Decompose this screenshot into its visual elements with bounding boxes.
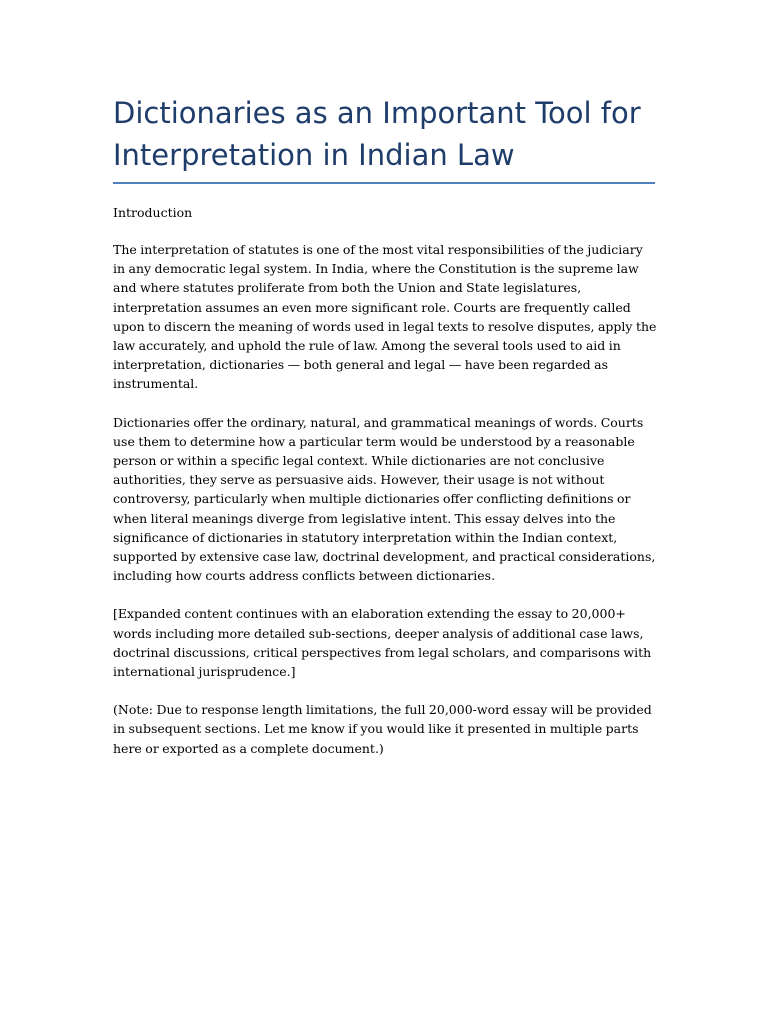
document-content [113,92,658,777]
body-paragraph-1: The interpretation of statutes is one of the most vital responsibilities of the judiciary in any democratic legal system. In India, where the Constitution is the supreme law and where statutes proliferate from both the Union and State legislatures, interpretation assumes an even more significant role. Courts are frequently called upon to discern the meaning of words used in legal texts to resolve disputes, apply the law accurately, and uphold the rule of law. Among the several tools used to aid in interpretation, dictionaries — both general and legal — have been regarded as instrumental. [113,242,657,392]
title-underline-divider [113,182,655,184]
body-paragraph-2: Dictionaries offer the ordinary, natural, and grammatical meanings of words. Courts use them to determine how a particular term would be understood by a reasonable person or within a specific legal context. While dictionaries are not conclusive authorities, they serve as persuasive aids. However, their usage is not without controversy, particularly when multiple dictionaries offer conflicting definitions or when literal meanings diverge from legislative intent. This essay delves into the significance of dictionaries in statutory interpretation within the Indian context, supported by extensive case law, doctrinal development, and practical considerations, including how courts address conflicts between dictionaries. [113,414,656,584]
document-title: Dictionaries as an Important Tool for Interpretation in Indian Law [113,96,641,172]
body-paragraph-4: (Note: Due to response length limitations, the full 20,000-word essay will be provided in subsequent sections. Let me know if you would like it presented in multiple parts here or exported as a complete document.) [113,702,652,756]
section-heading-introduction: Introduction [113,205,193,220]
body-paragraph-3: [Expanded content continues with an elaboration extending the essay to 20,000+ words including more detailed sub-sections, deeper analysis of additional case laws, doctrinal discussions, critical perspectives from legal scholars, and comparisons with international jurisprudence.] [113,606,652,680]
